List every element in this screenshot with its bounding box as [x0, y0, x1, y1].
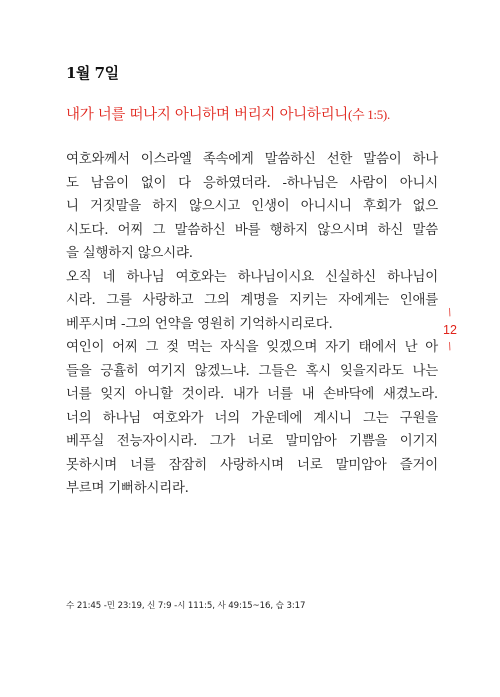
body-line: 을 실행하지 않으시랴. — [66, 246, 193, 261]
body-line: 너의 하나님 여호와가 너의 가운데에 계시니 그는 구원을 — [66, 410, 438, 426]
body-line: 너를 잊지 아니할 것이라. 내가 너를 내 손바닥에 새겼노라. — [66, 387, 438, 402]
body-line: 부르며 기뻐하시리라. — [66, 481, 189, 496]
body-line: 베푸실 전능자이시라. 그가 너로 말미암아 기쁨을 이기지 — [66, 434, 438, 449]
body-line: 시도다. 어찌 그 말씀하신 바를 행하지 않으시며 하신 말씀 — [66, 222, 438, 238]
body-line: 들을 긍휼히 여기지 않겠느냐. 그들은 혹시 잊을지라도 나는 — [66, 363, 438, 379]
body-line: 도 남음이 없이 다 응하였더라. -하나님은 사람이 아니시 — [66, 175, 438, 191]
body-line: 여호와께서 이스라엘 족속에게 말씀하신 선한 말씀이 하나 — [66, 152, 438, 167]
slash-mark-top: / — [446, 306, 454, 320]
page-number: 12 — [443, 323, 457, 337]
slash-mark-bottom: / — [446, 340, 454, 354]
body-line: 시라. 그를 사랑하고 그의 계명을 지키는 자에게는 인애를 — [66, 293, 438, 308]
key-verse-text: 내가 너를 떠나지 아니하며 버리지 아니하리니 — [66, 107, 348, 123]
body-line: 오직 네 하나님 여호와는 하나님이시요 신실하신 하나님이 — [66, 269, 438, 285]
key-verse-reference: (수 1:5). — [347, 107, 390, 122]
body-line: 여인이 어찌 그 젖 먹는 자식을 잊겠으며 자기 태에서 난 아 — [66, 340, 438, 355]
body-line: 니 거짓말을 하지 않으시고 인생이 아니시니 후회가 없으 — [66, 199, 438, 214]
key-verse — [66, 103, 446, 124]
body-line: 베푸시며 -그의 언약을 영원히 기억하시리로다. — [66, 316, 333, 332]
page-number-marker — [440, 306, 460, 354]
body-line: 못하시며 너를 잠잠히 사랑하시며 너로 말미암아 즐거이 — [66, 457, 438, 473]
page-date: 1월 7일 — [66, 64, 119, 82]
devotional-body — [66, 148, 438, 501]
footer-references: 수 21:45 -민 23:19, 신 7:9 -시 111:5, 사 49:15~16, 습 3:17 — [66, 601, 306, 611]
